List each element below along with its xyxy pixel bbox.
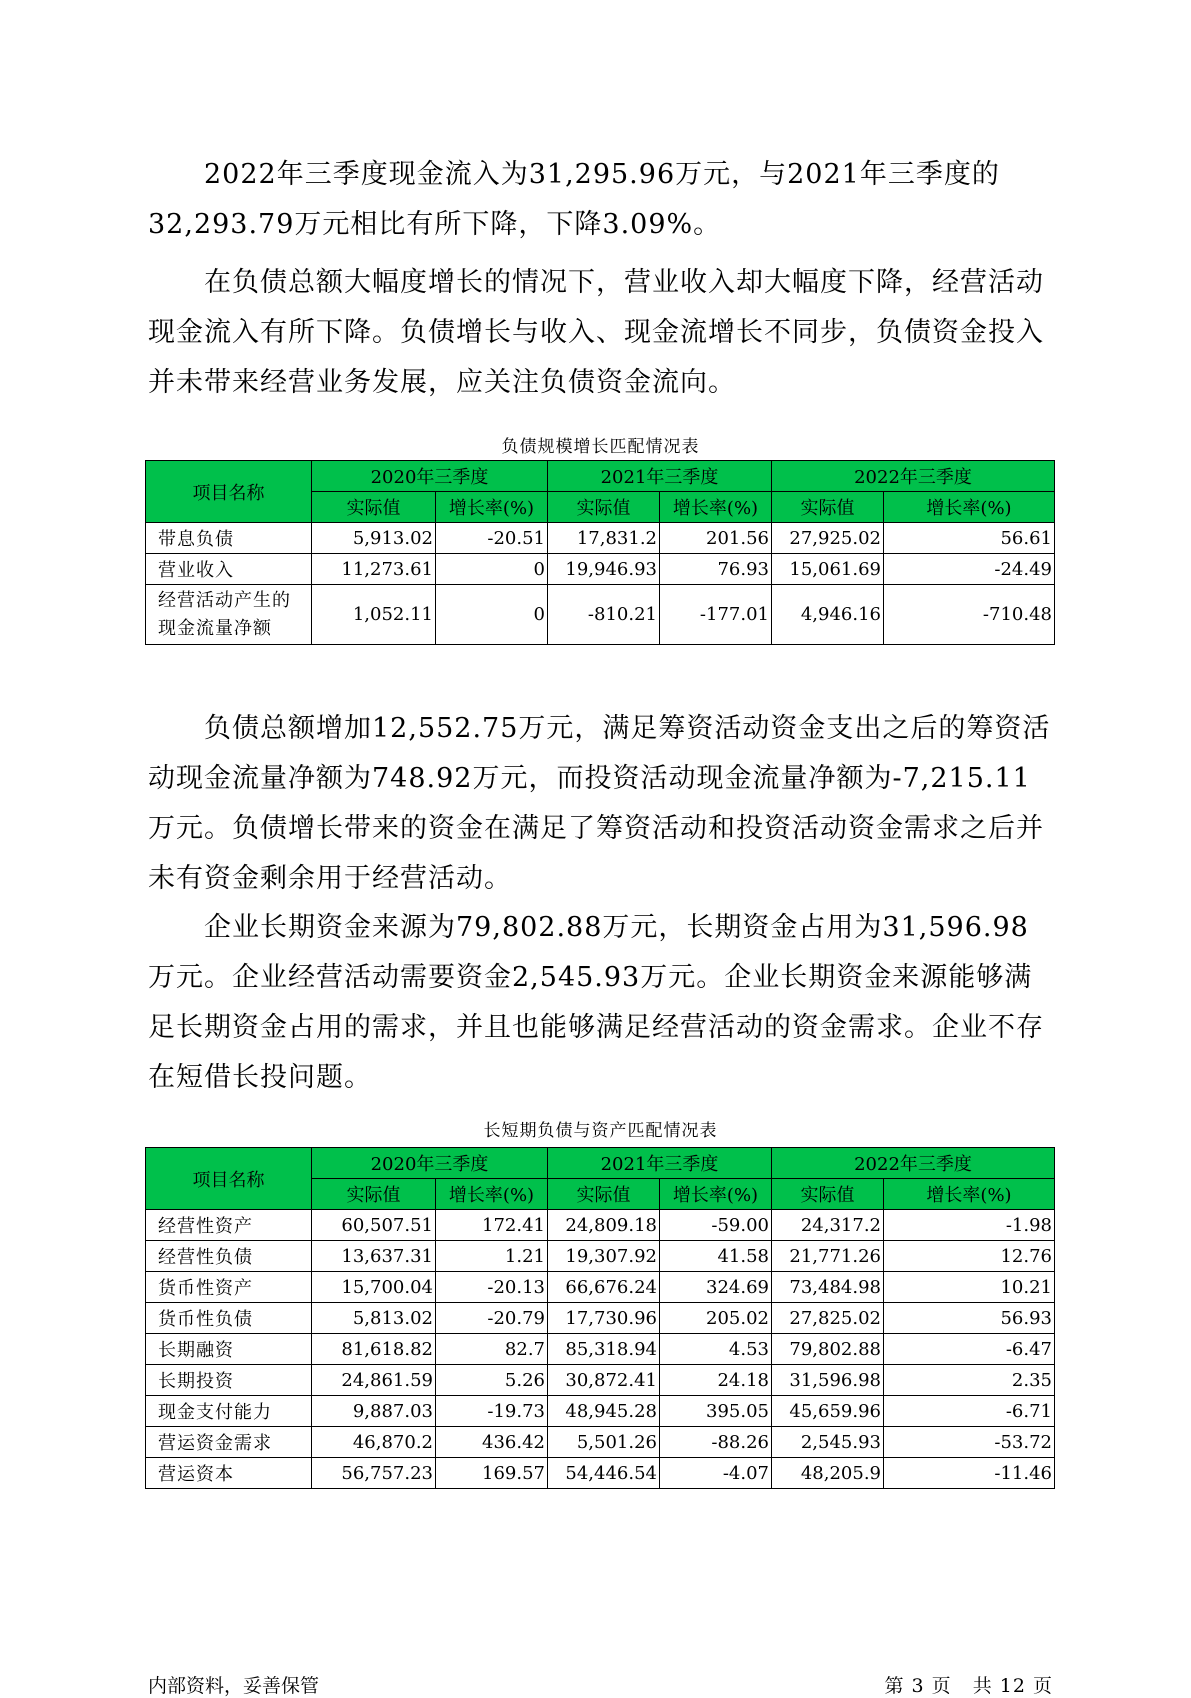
row-name: 经营活动产生的现金流量净额 <box>146 585 312 645</box>
cell: 73,484.98 <box>772 1272 884 1303</box>
cell: 5,813.02 <box>312 1303 436 1334</box>
cell: -6.71 <box>884 1396 1055 1427</box>
header-actual: 实际值 <box>772 1179 884 1210</box>
cell: -6.47 <box>884 1334 1055 1365</box>
paragraph-debt-analysis: 在负债总额大幅度增长的情况下，营业收入却大幅度下降，经营活动现金流入有所下降。负债增长与收入、现金流增长不同步，负债资金投入并未带来经营业务发展，应关注负债资金流向。 <box>148 267 1044 398</box>
cell: 56.61 <box>884 523 1055 554</box>
header-actual: 实际值 <box>312 1179 436 1210</box>
cell: 41.58 <box>660 1241 772 1272</box>
cell: 46,870.2 <box>312 1427 436 1458</box>
footer-confidential-note: 内部资料，妥善保管 <box>148 1675 320 1697</box>
header-growth: 增长率(%) <box>884 492 1055 523</box>
header-actual: 实际值 <box>312 492 436 523</box>
cell: -177.01 <box>660 585 772 645</box>
cell: 5,501.26 <box>548 1427 660 1458</box>
cell: 1,052.11 <box>312 585 436 645</box>
cell: 24,317.2 <box>772 1210 884 1241</box>
cell: 45,659.96 <box>772 1396 884 1427</box>
cell: 54,446.54 <box>548 1458 660 1489</box>
cell: -810.21 <box>548 585 660 645</box>
paragraph-long-term-funds: 企业长期资金来源为79,802.88万元，长期资金占用为31,596.98万元。企业经营活动需要资金2,545.93万元。企业长期资金来源能够满足长期资金占用的需求，并且也能够满足经营活动的资金需求。企业不存在短借长投问题。 <box>148 912 1044 1093</box>
cell: -11.46 <box>884 1458 1055 1489</box>
table-row <box>146 1210 1055 1241</box>
cell: 79,802.88 <box>772 1334 884 1365</box>
cell: 48,945.28 <box>548 1396 660 1427</box>
cell: -59.00 <box>660 1210 772 1241</box>
cell: 0 <box>436 585 548 645</box>
cell: 2.35 <box>884 1365 1055 1396</box>
table-row <box>146 1272 1055 1303</box>
cell: 31,596.98 <box>772 1365 884 1396</box>
header-actual: 实际值 <box>548 1179 660 1210</box>
cell: -19.73 <box>436 1396 548 1427</box>
cell: 85,318.94 <box>548 1334 660 1365</box>
cell: 21,771.26 <box>772 1241 884 1272</box>
table-row <box>146 1334 1055 1365</box>
cell: -4.07 <box>660 1458 772 1489</box>
cell: 9,887.03 <box>312 1396 436 1427</box>
header-period: 2022年三季度 <box>772 461 1055 492</box>
table-row <box>146 1396 1055 1427</box>
cell: 169.57 <box>436 1458 548 1489</box>
cell: 19,946.93 <box>548 554 660 585</box>
cell: -1.98 <box>884 1210 1055 1241</box>
table-row <box>146 585 1055 645</box>
cell: 11,273.61 <box>312 554 436 585</box>
table-header-row <box>146 461 1055 492</box>
cell: 17,730.96 <box>548 1303 660 1334</box>
table-header-row <box>146 1148 1055 1179</box>
row-name: 营业收入 <box>146 554 312 585</box>
paragraph-cash-inflow: 2022年三季度现金流入为31,295.96万元，与2021年三季度的32,293.79万元相比有所下降，下降3.09%。 <box>148 159 1000 240</box>
cell: 66,676.24 <box>548 1272 660 1303</box>
header-item-name: 项目名称 <box>146 461 312 523</box>
cell: 81,618.82 <box>312 1334 436 1365</box>
cell: 12.76 <box>884 1241 1055 1272</box>
cell: 0 <box>436 554 548 585</box>
cell: 4.53 <box>660 1334 772 1365</box>
table1-caption: 负债规模增长匹配情况表 <box>501 437 700 457</box>
cell: 172.41 <box>436 1210 548 1241</box>
cell: -88.26 <box>660 1427 772 1458</box>
table-row <box>146 1303 1055 1334</box>
table-row <box>146 1458 1055 1489</box>
header-growth: 增长率(%) <box>436 492 548 523</box>
paragraph-financing: 负债总额增加12,552.75万元，满足筹资活动资金支出之后的筹资活动现金流量净额为748.92万元，而投资活动现金流量净额为-7,215.11万元。负债增长带来的资金在满足了筹资活动和投资活动资金需求之后并未有资金剩余用于经营活动。 <box>148 713 1051 894</box>
cell: 15,700.04 <box>312 1272 436 1303</box>
cell: 76.93 <box>660 554 772 585</box>
cell: 5,913.02 <box>312 523 436 554</box>
cell: 10.21 <box>884 1272 1055 1303</box>
row-name: 带息负债 <box>146 523 312 554</box>
row-name: 经营性负债 <box>146 1241 312 1272</box>
header-period: 2020年三季度 <box>312 461 548 492</box>
cell: 324.69 <box>660 1272 772 1303</box>
row-name: 经营性资产 <box>146 1210 312 1241</box>
row-name: 长期投资 <box>146 1365 312 1396</box>
cell: 24,809.18 <box>548 1210 660 1241</box>
row-name: 营运资本 <box>146 1458 312 1489</box>
table-row <box>146 523 1055 554</box>
cell: 60,507.51 <box>312 1210 436 1241</box>
cell: -24.49 <box>884 554 1055 585</box>
cell: 436.42 <box>436 1427 548 1458</box>
row-name: 长期融资 <box>146 1334 312 1365</box>
header-actual: 实际值 <box>772 492 884 523</box>
cell: 395.05 <box>660 1396 772 1427</box>
header-growth: 增长率(%) <box>884 1179 1055 1210</box>
cell: 56.93 <box>884 1303 1055 1334</box>
header-period: 2021年三季度 <box>548 461 772 492</box>
header-actual: 实际值 <box>548 492 660 523</box>
header-item-name: 项目名称 <box>146 1148 312 1210</box>
cell: 201.56 <box>660 523 772 554</box>
cell: 4,946.16 <box>772 585 884 645</box>
footer-page-number: 第 3 页 共 12 页 <box>884 1675 1053 1697</box>
row-name: 营运资金需求 <box>146 1427 312 1458</box>
cell: 5.26 <box>436 1365 548 1396</box>
header-growth: 增长率(%) <box>660 1179 772 1210</box>
cell: 56,757.23 <box>312 1458 436 1489</box>
cell: 13,637.31 <box>312 1241 436 1272</box>
cell: -20.79 <box>436 1303 548 1334</box>
cell: 27,825.02 <box>772 1303 884 1334</box>
cell: 30,872.41 <box>548 1365 660 1396</box>
cell: 2,545.93 <box>772 1427 884 1458</box>
header-growth: 增长率(%) <box>660 492 772 523</box>
cell: -20.51 <box>436 523 548 554</box>
row-name: 货币性资产 <box>146 1272 312 1303</box>
header-growth: 增长率(%) <box>436 1179 548 1210</box>
table-row <box>146 1241 1055 1272</box>
header-period: 2020年三季度 <box>312 1148 548 1179</box>
cell: -53.72 <box>884 1427 1055 1458</box>
cell: 15,061.69 <box>772 554 884 585</box>
table-row <box>146 1427 1055 1458</box>
cell: 205.02 <box>660 1303 772 1334</box>
cell: 17,831.2 <box>548 523 660 554</box>
table-row <box>146 554 1055 585</box>
liability-asset-match-table <box>145 1147 1055 1489</box>
header-period: 2022年三季度 <box>772 1148 1055 1179</box>
debt-growth-table <box>145 460 1055 645</box>
cell: 24,861.59 <box>312 1365 436 1396</box>
cell: 27,925.02 <box>772 523 884 554</box>
cell: 48,205.9 <box>772 1458 884 1489</box>
cell: 1.21 <box>436 1241 548 1272</box>
cell: -20.13 <box>436 1272 548 1303</box>
cell: 24.18 <box>660 1365 772 1396</box>
header-period: 2021年三季度 <box>548 1148 772 1179</box>
cell: -710.48 <box>884 585 1055 645</box>
row-name: 货币性负债 <box>146 1303 312 1334</box>
table-row <box>146 1365 1055 1396</box>
row-name: 现金支付能力 <box>146 1396 312 1427</box>
cell: 82.7 <box>436 1334 548 1365</box>
cell: 19,307.92 <box>548 1241 660 1272</box>
table2-caption: 长短期负债与资产匹配情况表 <box>483 1121 718 1141</box>
